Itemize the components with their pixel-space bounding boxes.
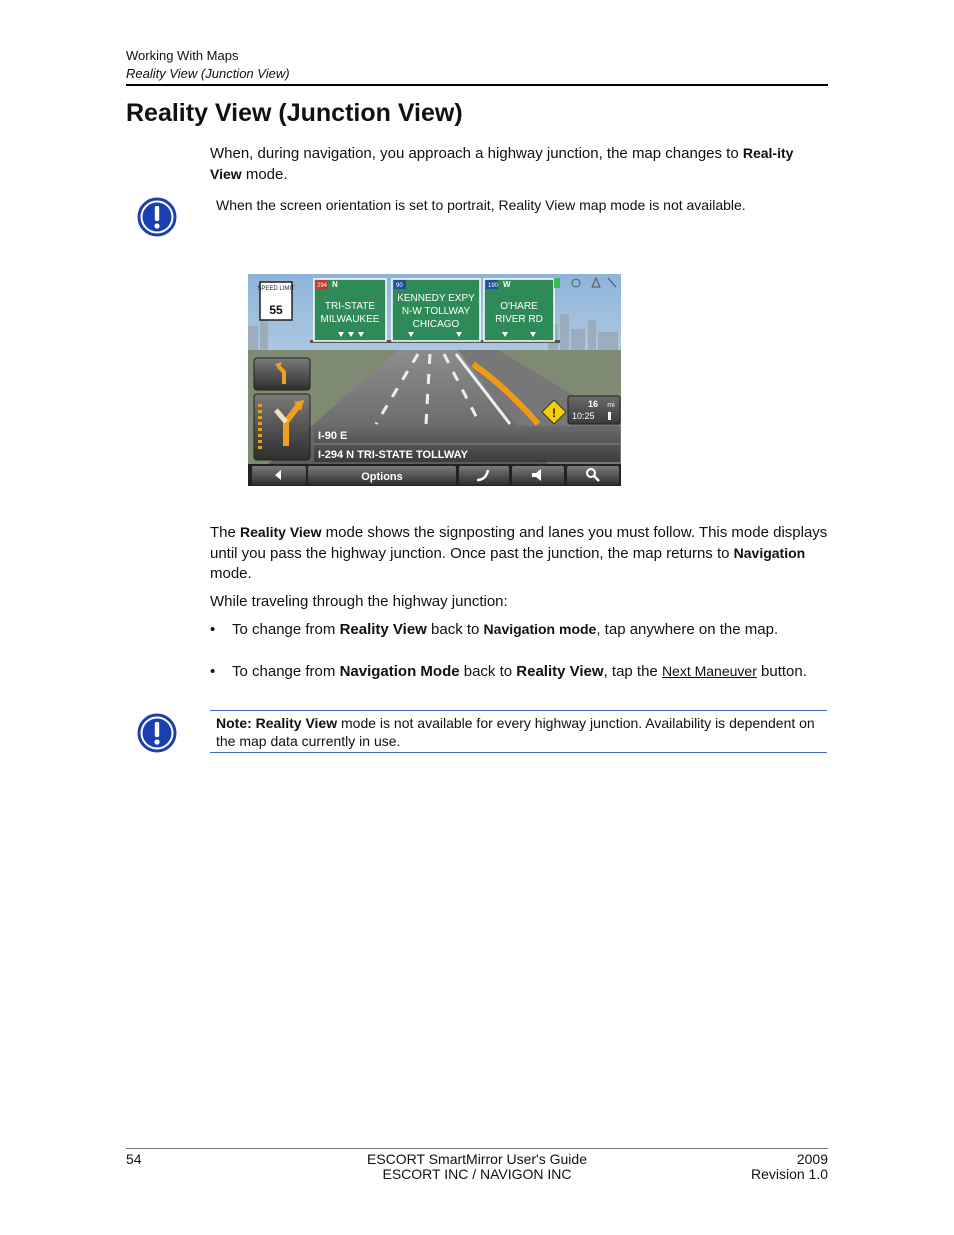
svg-text:!: !: [552, 406, 556, 420]
current-road: I-90 E: [318, 430, 348, 442]
footer-rule: [126, 1148, 828, 1149]
running-header-section: Working With Maps: [126, 48, 239, 63]
sign-2-line-2: N-W TOLLWAY: [401, 306, 471, 317]
portrait-note: When the screen orientation is set to portrait, Reality View map mode is not available.: [216, 197, 746, 213]
footer-guide: ESCORT SmartMirror User's Guide: [367, 1151, 587, 1167]
sign-1-line-1: TRI-STATE: [324, 301, 376, 312]
bullet-marker: •: [210, 663, 216, 680]
reality-view-screenshot: [248, 274, 621, 486]
eta-value: 10:25: [572, 411, 595, 421]
sign-2-line-3: CHICAGO: [412, 319, 460, 330]
sign-2-shield: 90: [396, 283, 403, 289]
info-icon: [137, 713, 177, 753]
next-maneuver-button[interactable]: [254, 358, 310, 390]
road-info-bar: [314, 426, 620, 462]
speed-limit-label: SPEED LIMIT: [257, 286, 295, 292]
highway-signs: [314, 279, 554, 341]
sign-1-line-2: MILWAUKEE: [320, 314, 380, 325]
intro-paragraph: When, during navigation, you approach a highway junction, the map changes to Real-ity View mode.: [210, 145, 794, 183]
volume-button[interactable]: [512, 466, 564, 485]
distance-unit: mi: [607, 402, 615, 409]
footer-company: ESCORT INC / NAVIGON INC: [382, 1166, 572, 1182]
reality-view-description: The Reality View mode shows the signposting and lanes you must follow. This mode displays until you pass the highway junction. Once past the junction, the map returns to Navigation mode.: [210, 524, 828, 582]
distance-eta-box: [568, 396, 620, 424]
bullet-marker: •: [210, 621, 216, 638]
phone-button[interactable]: [459, 466, 509, 485]
header-rule: [126, 84, 828, 86]
bullet-item-2: To change from Navigation Mode back to Reality View, tap the Next Maneuver button.: [232, 663, 807, 680]
sign-3-shield: 190: [488, 283, 499, 289]
info-icon: [137, 197, 177, 237]
flag-icon: [608, 412, 611, 420]
sign-2-line-1: KENNEDY EXPY: [397, 293, 475, 304]
maneuver-panel[interactable]: [254, 394, 310, 460]
search-button[interactable]: [567, 466, 619, 485]
next-maneuver-link[interactable]: Next Maneuver: [661, 663, 757, 679]
sign-1-shield: 294: [317, 283, 328, 289]
footer-revision: Revision 1.0: [750, 1166, 828, 1182]
availability-note: Note: Reality View mode is not available for every highway junction. Availability is dependent on the map data currently in use.: [210, 710, 827, 753]
page-title: Reality View (Junction View): [126, 99, 463, 127]
sign-1-dir: N: [332, 280, 338, 289]
options-button[interactable]: [308, 466, 456, 485]
sign-3-line-1: O'HARE: [500, 301, 538, 312]
footer-year: 2009: [796, 1151, 828, 1167]
running-header-subsection: Reality View (Junction View): [126, 66, 290, 81]
back-button[interactable]: [252, 466, 306, 485]
sign-3-dir: W: [503, 280, 511, 289]
junction-intro: While traveling through the highway junction:: [210, 593, 508, 610]
options-label: Options: [361, 471, 403, 483]
bullet-item-1: To change from Reality View back to Navigation mode, tap anywhere on the map.: [232, 621, 779, 638]
distance-value: 16: [587, 399, 598, 409]
page-number: 54: [126, 1151, 142, 1167]
next-road: I-294 N TRI-STATE TOLLWAY: [318, 449, 468, 461]
speed-limit-sign: [257, 282, 295, 320]
sign-3-line-2: RIVER RD: [495, 314, 543, 325]
speed-limit-value: 55: [269, 303, 283, 317]
